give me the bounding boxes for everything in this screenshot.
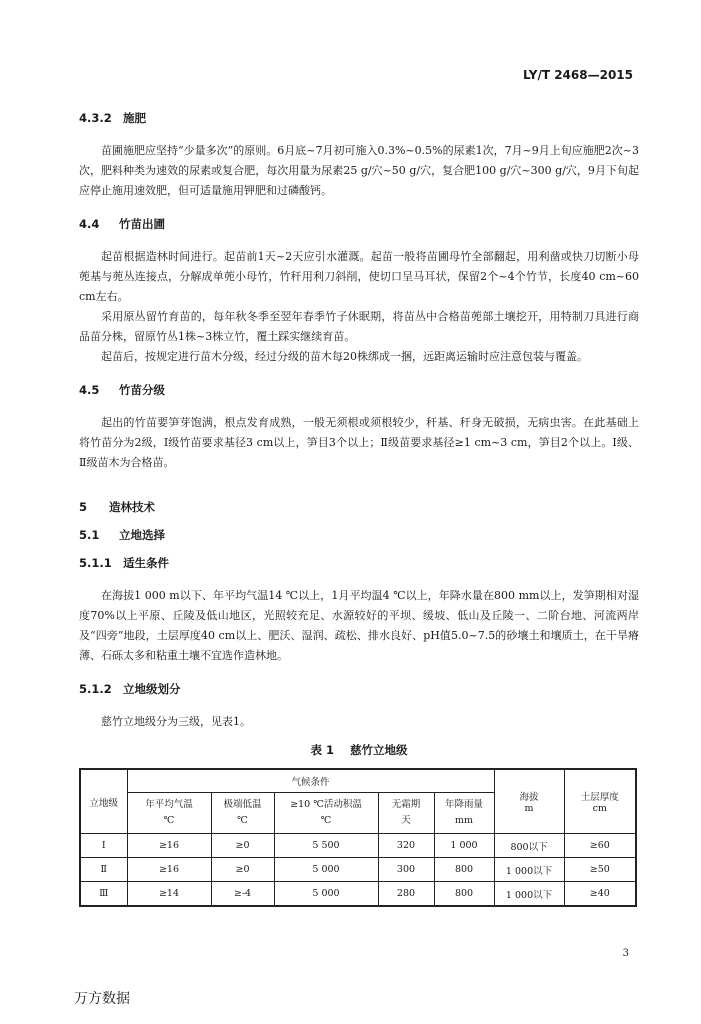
header-annual-temp [127, 793, 211, 834]
document-body [79, 108, 639, 907]
table-cell: 1 000 [434, 834, 494, 858]
header-soil-unit: cm [592, 803, 607, 814]
section-heading-5-1 [79, 525, 639, 545]
header-altitude [494, 769, 564, 834]
header-rainfall [434, 793, 494, 834]
section-title: 竹苗分级 [119, 383, 165, 397]
header-unit: mm [455, 815, 474, 826]
section-title: 立地选择 [119, 528, 165, 542]
header-soil-depth [564, 769, 636, 834]
section-number: 5 [79, 500, 88, 514]
header-unit: 天 [401, 815, 411, 826]
table-title [79, 742, 639, 758]
source-watermark: 万方数据 [74, 991, 130, 1007]
header-label: 年降雨量 [445, 799, 484, 810]
section-heading-5-1-1 [79, 553, 639, 573]
paragraph-lifting-2: 采用原丛留竹育苗的，每年秋冬季至翌年春季竹子休眠期，将苗丛中合格苗蔸部土壤挖开，用特制刀具进行商品苗分株，留原竹丛1株~3株立竹，覆土踩实继续育苗。 [79, 310, 639, 343]
page-number: 3 [622, 948, 629, 959]
header-accumulated-temp [274, 793, 378, 834]
section-heading-5 [79, 497, 639, 517]
header-unit: ℃ [237, 815, 248, 826]
table-cell: 280 [378, 882, 434, 907]
table-cell: 800 [434, 882, 494, 907]
table-cell: 1 000以下 [494, 858, 564, 882]
table-cell: ≥16 [127, 858, 211, 882]
table-cell: Ⅱ [80, 858, 127, 882]
table-number: 表 1 [310, 743, 334, 757]
paragraph-lifting-1: 起苗根据造林时间进行。起苗前1天~2天应引水灌溉。起苗一般将苗圃母竹全部翻起，用利凿或快刀切断小母蔸基与蔸丛连接点，分解成单蔸小母竹，竹秆用利刀斜削，使切口呈马耳状，保留2个~4个竹节，长度40 cm~60 cm左右。 [79, 250, 639, 303]
section-heading-5-1-2 [79, 679, 639, 699]
header-extreme-low-temp [211, 793, 274, 834]
table-cell: 5 000 [274, 882, 378, 907]
header-label: 极端低温 [223, 799, 262, 810]
table-cell: ≥0 [211, 834, 274, 858]
header-label: 无霜期 [391, 799, 421, 810]
table-cell: 5 500 [274, 834, 378, 858]
table-caption: 慈竹立地级 [350, 743, 408, 757]
section-number: 4.4 [79, 217, 100, 231]
paragraph-grading: 起出的竹苗要笋芽饱满，根点发育成熟，一般无须根或须根较少，秆基、秆身无破损，无病虫害。在此基础上将竹苗分为2级，Ⅰ级竹苗要求基径3 cm以上，笋目3个以上；Ⅱ级苗要求基径≥1 cm~3 cm，笋目2个以上。Ⅰ级、Ⅱ级苗木为合格苗。 [79, 416, 639, 469]
section-title: 造林技术 [109, 500, 155, 514]
section-number: 4.3.2 [79, 111, 112, 125]
table-cell: 800以下 [494, 834, 564, 858]
table-cell: 5 000 [274, 858, 378, 882]
table-row [80, 834, 636, 858]
table-cell: Ⅲ [80, 882, 127, 907]
table-cell: ≥50 [564, 858, 636, 882]
header-soil-label: 土层厚度 [580, 792, 619, 803]
header-unit: ℃ [163, 815, 175, 826]
header-label: ≥10 ℃活动积温 [290, 799, 362, 810]
section-title: 竹苗出圃 [119, 217, 165, 231]
table-row [80, 882, 636, 907]
header-altitude-label: 海拔 [519, 792, 539, 803]
paragraph-site-conditions: 在海拔1 000 m以下、年平均气温14 ℃以上，1月平均温4 ℃以上，年降水量在800 mm以上，发笋期相对湿度70%以上平原、丘陵及低山地区，光照较充足、水源较好的平坝、缓坡、低山及丘陵一、二阶台地、河流两岸及“四旁”地段，土层厚度40 cm以上、肥沃、湿润、疏松、排水良好、pH值5.0~7.5的砂壤土和壤质土，在干旱瘠薄、石砾太多和粘重土壤不宜选作造林地。 [79, 589, 639, 662]
site-class-table [79, 768, 637, 907]
section-title: 适生条件 [123, 556, 169, 570]
section-title: 立地级划分 [123, 682, 181, 696]
section-title: 施肥 [123, 111, 146, 125]
section-heading-4-5 [79, 380, 639, 400]
table-cell: 1 000以下 [494, 882, 564, 907]
standard-code: LY/T 2468—2015 [522, 68, 633, 82]
section-number: 5.1 [79, 528, 100, 542]
table-cell: ≥14 [127, 882, 211, 907]
section-heading-4-3-2 [79, 108, 639, 128]
paragraph-lifting-3: 起苗后，按规定进行苗木分级，经过分级的苗木每20株绑成一捆，远距离运输时应注意包装与覆盖。 [101, 350, 588, 363]
table-cell: 300 [378, 858, 434, 882]
header-altitude-unit: m [524, 803, 534, 814]
table-row [80, 858, 636, 882]
table-cell: Ⅰ [80, 834, 127, 858]
table-cell: ≥0 [211, 858, 274, 882]
section-number: 5.1.1 [79, 556, 112, 570]
header-unit: ℃ [320, 815, 332, 826]
table-cell: 800 [434, 858, 494, 882]
section-heading-4-4 [79, 214, 639, 234]
section-number: 5.1.2 [79, 682, 112, 696]
header-climate: 气候条件 [127, 769, 494, 793]
section-number: 4.5 [79, 383, 100, 397]
paragraph-fertilization: 苗圃施肥应坚持“少量多次”的原则。6月底~7月初可施入0.3%~0.5%的尿素1次，7月~9月上旬应施肥2次~3次，肥料种类为速效的尿素或复合肥，每次用量为尿素25 g/穴~50 g/穴，复合肥100 g/穴~300 g/穴，9月下旬起应停止施用速效肥，但可适量施用钾肥和过磷酸钙。 [79, 144, 639, 197]
table-cell: ≥40 [564, 882, 636, 907]
header-frost-free [378, 793, 434, 834]
table-cell: ≥16 [127, 834, 211, 858]
table-cell: ≥60 [564, 834, 636, 858]
table-cell: ≥-4 [211, 882, 274, 907]
paragraph-site-classes: 慈竹立地级分为三级，见表1。 [101, 715, 251, 728]
header-site-class: 立地级 [80, 769, 127, 834]
table-cell: 320 [378, 834, 434, 858]
header-label: 年平均气温 [145, 799, 193, 810]
